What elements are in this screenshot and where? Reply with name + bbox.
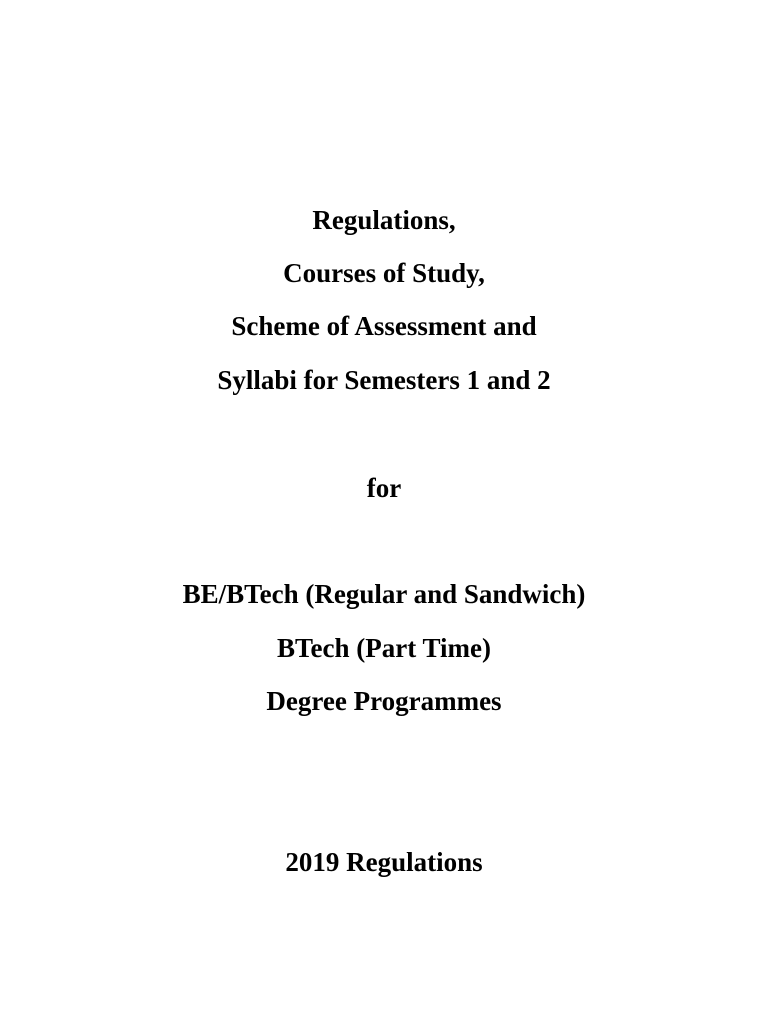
title-line-scheme: Scheme of Assessment and [231, 311, 537, 341]
programme-line-part-time: BTech (Part Time) [277, 633, 491, 663]
connector-text: for [366, 473, 402, 503]
title-line-courses: Courses of Study, [283, 258, 485, 288]
programme-line-degree: Degree Programmes [266, 686, 502, 716]
programme-line-be-btech: BE/BTech (Regular and Sandwich) [182, 579, 586, 609]
title-line-regulations: Regulations, [312, 205, 456, 235]
title-line-syllabi: Syllabi for Semesters 1 and 2 [217, 365, 551, 395]
regulations-year: 2019 Regulations [285, 847, 483, 877]
